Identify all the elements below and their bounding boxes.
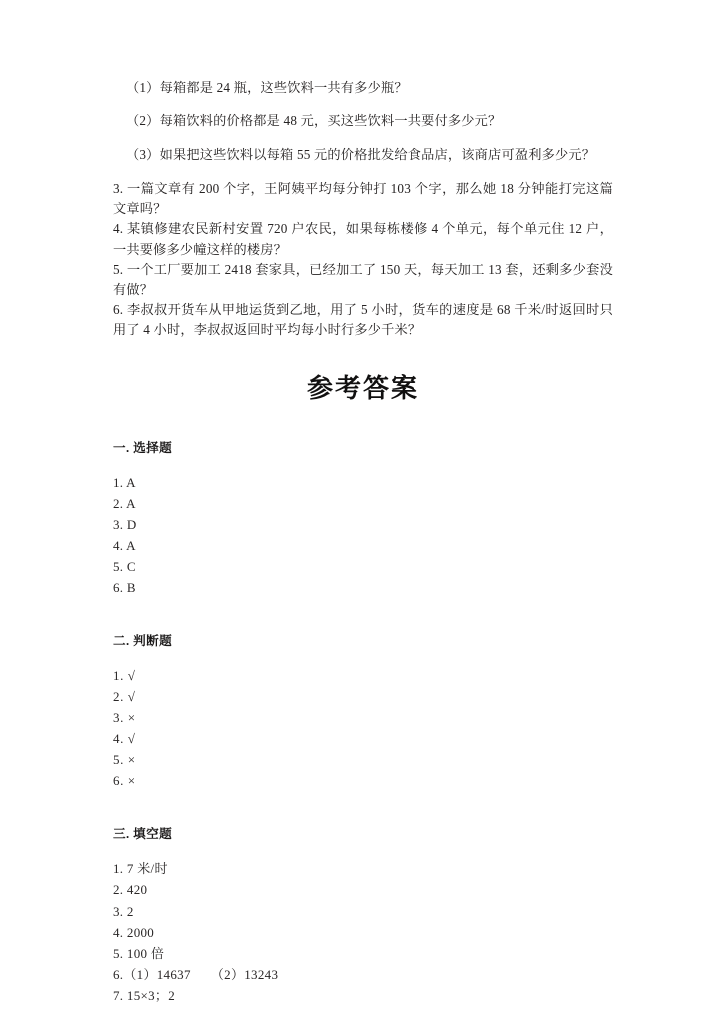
answer-section-choice [113, 437, 613, 598]
answer-item: 6. B [113, 580, 136, 596]
answer-list-choice [113, 472, 613, 598]
answer-item: 1. A [113, 474, 136, 490]
answer-item: 4. √ [113, 731, 136, 747]
answer-item: 5. C [113, 559, 136, 575]
problem-group [113, 179, 613, 340]
section-heading-truefalse: 二. 判断题 [113, 634, 173, 649]
answer-item: 1. √ [113, 668, 136, 684]
sub-problem-group [113, 78, 613, 165]
problem-4: 4. 某镇修建农民新村安置 720 户农民，如果每栋楼修 4 个单元，每个单元住 12 户，一共要修多少幢这样的楼房？ [113, 221, 613, 257]
answer-item: 5. × [113, 752, 136, 768]
sub-problem-3: （3）如果把这些饮料以每箱 55 元的价格批发给食品店，该商店可盈利多少元？ [126, 146, 596, 162]
section-heading-fillblank: 三. 填空题 [113, 827, 173, 842]
problem-5: 5. 一个工厂要加工 2418 套家具，已经加工了 150 天，每天加工 13 套，还剩多少套没有做？ [113, 261, 613, 297]
answer-item: 5. 100 倍 [113, 945, 165, 961]
problem-3: 3. 一篇文章有 200 个字，王阿姨平均每分钟打 103 个字，那么她 18 分钟能打完这篇文章吗？ [113, 181, 613, 217]
answer-list-truefalse [113, 665, 613, 791]
answer-section-fillblank [113, 823, 613, 1005]
answer-item: 7. 15×3；2 [113, 987, 176, 1003]
answer-item: 3. D [113, 516, 137, 532]
document-content [113, 78, 613, 1006]
answer-item: 1. 7 米/时 [113, 861, 168, 877]
answer-section-truefalse [113, 630, 613, 791]
answer-key-title: 参考答案 [306, 373, 419, 403]
answer-item: 6.（1）14637 （2）13243 [113, 966, 279, 982]
answer-item: 2. 420 [113, 882, 148, 898]
sub-problem-2: （2）每箱饮料的价格都是 48 元，买这些饮料一共要付多少元？ [126, 113, 502, 129]
answer-list-fillblank [113, 858, 613, 1005]
section-heading-choice: 一. 选择题 [113, 440, 173, 455]
answer-item: 3. 2 [113, 903, 134, 919]
sub-problem-1: （1）每箱都是 24 瓶，这些饮料一共有多少瓶？ [126, 80, 408, 95]
answer-item: 2. √ [113, 689, 136, 705]
answer-item: 2. A [113, 495, 136, 511]
answer-item: 4. 2000 [113, 924, 155, 940]
answer-item: 6. × [113, 773, 136, 789]
problem-6: 6. 李叔叔开货车从甲地运货到乙地，用了 5 小时，货车的速度是 68 千米/时返回时只用了 4 小时，李叔叔返回时平均每小时行多少千米？ [113, 301, 613, 337]
answer-item: 4. A [113, 538, 136, 553]
answer-item: 3. × [113, 710, 136, 726]
